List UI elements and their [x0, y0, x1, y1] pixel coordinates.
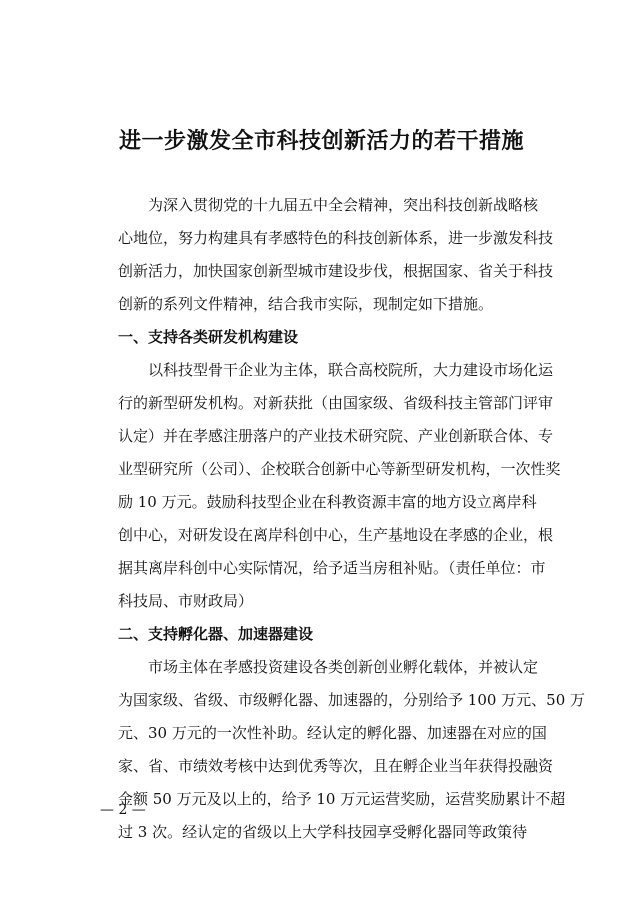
paragraph-line: 科技局、市财政局）	[118, 592, 254, 610]
paragraph-line: 励 10 万元。鼓励科技型企业在科教资源丰富的地方设立离岸科	[118, 493, 537, 511]
paragraph-line: 业型研究所（公司）、企校联合创新中心等新型研发机构，一次性奖	[118, 460, 561, 478]
paragraph-line: 过 3 次。经认定的省级以上大学科技园享受孵化器同等政策待	[118, 823, 528, 841]
paragraph-line: 为深入贯彻党的十九届五中全会精神，突出科技创新战略核	[148, 196, 539, 214]
section-heading: 二、支持孵化器、加速器建设	[118, 625, 314, 643]
paragraph-line: 认定）并在孝感注册落户的产业技术研究院、产业创新联合体、专	[118, 427, 554, 445]
paragraph-line: 据其离岸科创中心实际情况，给予适当房租补贴。（责任单位：市	[118, 559, 546, 577]
paragraph-line: 元、30 万元的一次性补助。经认定的孵化器、加速器在对应的国	[118, 724, 547, 742]
document-title: 进一步激发全市科技创新活力的若干措施	[118, 128, 524, 154]
paragraph-line: 创中心，对研发设在离岸科创中心，生产基地设在孝感的企业，根	[118, 526, 554, 544]
page-number: — 2 —	[100, 802, 146, 818]
paragraph-line: 心地位，努力构建具有孝感特色的科技创新体系，进一步激发科技	[118, 229, 554, 247]
paragraph-line: 行的新型研发机构。对新获批（由国家级、省级科技主管部门评审	[118, 394, 554, 412]
paragraph-line: 市场主体在孝感投资建设各类创新创业孵化载体，并被认定	[148, 658, 539, 676]
section-heading: 一、支持各类研发机构建设	[118, 328, 299, 346]
paragraph-line: 家、省、市绩效考核中达到优秀等次，且在孵企业当年获得投融资	[118, 757, 554, 775]
paragraph-line: 创新的系列文件精神，结合我市实际，现制定如下措施。	[118, 295, 494, 313]
paragraph-line: 为国家级、省级、市级孵化器、加速器的，分别给予 100 万元、50 万	[118, 691, 586, 709]
paragraph-line: 以科技型骨干企业为主体，联合高校院所，大力建设市场化运	[148, 361, 554, 379]
paragraph-line: 创新活力，加快国家创新型城市建设步伐，根据国家、省关于科技	[118, 262, 554, 280]
paragraph-line: 金额 50 万元及以上的，给予 10 万元运营奖励，运营奖励累计不超	[118, 790, 566, 808]
